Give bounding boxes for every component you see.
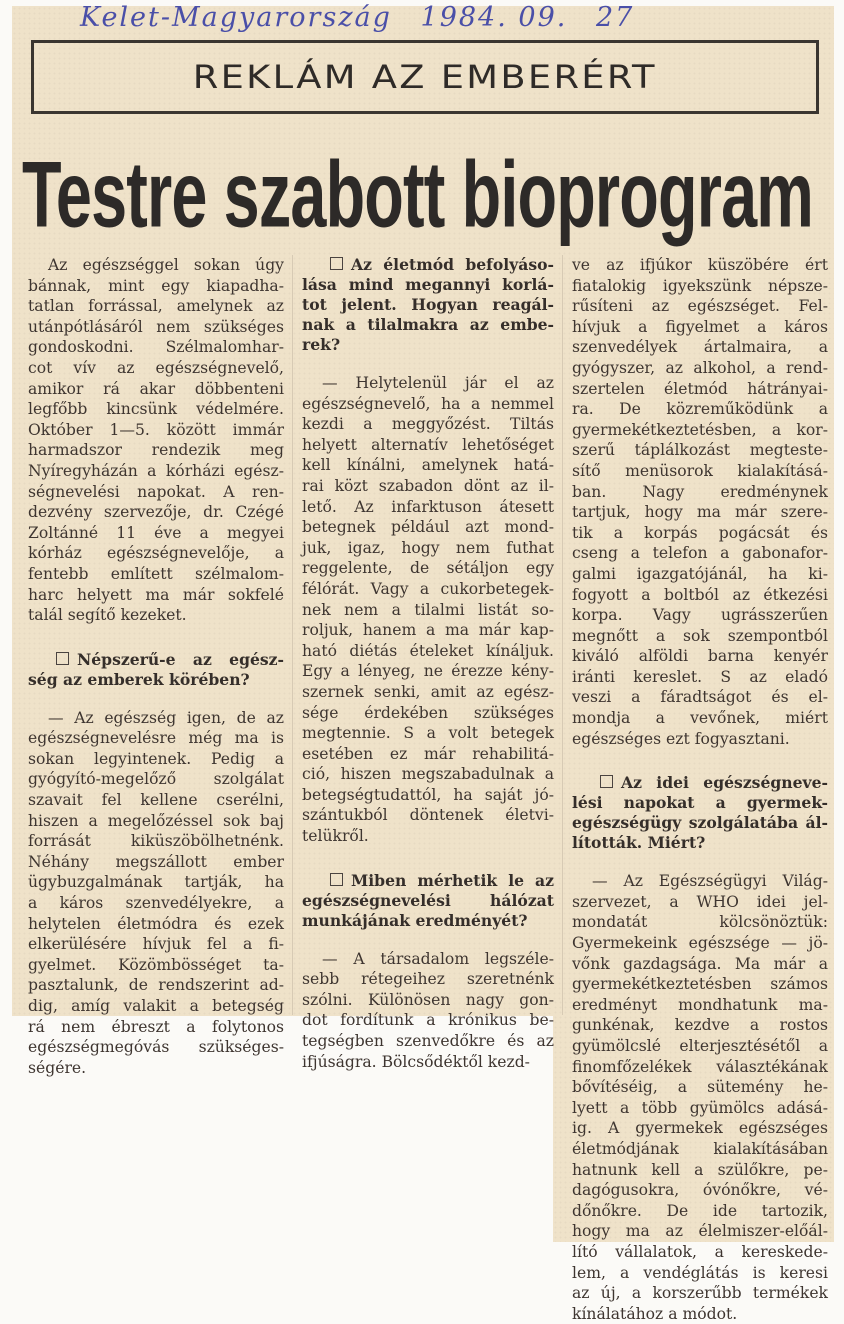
article-column-3 [572, 255, 828, 1324]
paragraph-gap [302, 355, 554, 373]
column-rule [292, 255, 293, 1015]
text-line: kell kínálni, amelynek hatá- [302, 456, 554, 475]
text-line: cseng a telefon a gabonafor- [572, 544, 828, 563]
text-line: tik a korpás pogácsát és [572, 523, 828, 542]
text-line: fiatalokig igyekszünk népsze- [572, 276, 828, 295]
question-text: Az idei egészségneve- [621, 773, 828, 793]
text-line: egészséges ezt fogyasztani. [572, 729, 790, 748]
interview-question [28, 650, 284, 690]
text-line: gyógyszer, az alkohol, a rend- [572, 358, 828, 377]
question-box-icon [600, 775, 613, 788]
text-line: reggelente, de sétáljon egy [302, 559, 554, 578]
text-line: Gyermekeink egészsége — jö- [572, 934, 828, 953]
text-line: szenvedélyek ártalmaira, a [572, 338, 828, 357]
text-line: nak a tilalmakra az embe- [302, 315, 554, 334]
text-line: megtennie. S a volt betegek [302, 724, 554, 743]
text-line: esetében ez már rehabilitá- [302, 744, 554, 763]
text-line: elkerülésére hívjuk fel a fi- [28, 935, 284, 954]
text-line: munkájának eredményét? [302, 910, 528, 930]
paragraph-gap [572, 749, 828, 773]
text-line: sebb rétegeihez szeretnénk [302, 970, 554, 989]
text-line: rek? [302, 335, 341, 354]
text-line: kezdi a meggyőzést. Tiltás [302, 415, 554, 434]
paragraph-gap [28, 690, 284, 708]
text-line: dezvény szervezője, dr. Czégé [28, 503, 284, 522]
text-line: mondja a vevőnek, miért [572, 709, 828, 728]
text-line: betegségtudattól, ha saját jó- [302, 785, 554, 804]
article-paragraph [302, 949, 554, 1073]
text-line: ció, hiszen megszabadulnak a [302, 765, 554, 784]
text-line: — Az Egészségügyi Világ- [592, 872, 828, 891]
question-box-icon [56, 652, 69, 665]
text-line: betegnek például azt mond- [302, 518, 554, 537]
text-line: hatnunk kell a szülőkre, pe- [572, 1160, 828, 1179]
text-line: nek nem a tilalmi listát so- [302, 600, 554, 619]
article-paragraph [302, 373, 554, 847]
text-line: ve az ifjúkor küszöbére ért [572, 256, 828, 274]
text-line: harmadszor rendezik meg [28, 441, 284, 460]
text-line: harc helyett ma már sokfelé [28, 585, 284, 604]
handwritten-date: 1984. 09. [420, 2, 568, 33]
text-line: hiszen a megelőzéssel sok baj [28, 811, 284, 830]
text-line: gondoskodni. Szélmalomhar- [28, 338, 284, 357]
interview-question [302, 255, 554, 355]
text-line: pasztalunk, de rendszerint ad- [28, 976, 284, 995]
text-line: az új, a korszerűbb termékek [572, 1284, 828, 1303]
interview-question [572, 773, 828, 853]
text-line: szernek senki, amit az egész- [302, 682, 554, 701]
text-line: ügybuzgalmának tartják, ha [28, 873, 284, 892]
text-line: gyógyító-megelőző szolgálat [28, 770, 284, 789]
text-line: lető. Az infarktuson átesett [302, 497, 554, 516]
text-line [572, 773, 828, 793]
text-line: Egy a lényeg, ne érezze kény- [302, 662, 554, 681]
text-line: dig, amíg valakit a betegség [28, 997, 284, 1015]
text-line [28, 650, 284, 670]
text-line: eredményt mondhatunk ma- [572, 995, 828, 1014]
text-line: lési napokat a gyermek- [572, 793, 828, 813]
text-line: egészségnevelésre még ma is [28, 729, 284, 748]
question-text: Az életmód befolyáso- [351, 255, 554, 274]
text-line: cot vív az egészségnevelő, [28, 358, 284, 377]
text-line: rá nem ébreszt a folytonos [28, 1017, 284, 1036]
article-paragraph [572, 255, 828, 749]
text-line: — A társadalom legszéle- [322, 949, 554, 968]
text-line: gyermekétkeztetésben, a kor- [572, 420, 828, 439]
text-line: lító vállalatok, a kereskede- [572, 1242, 828, 1261]
text-line: szervezet, a WHO idei jel- [572, 892, 828, 911]
text-line: Október 1—5. között immár [28, 420, 284, 439]
text-line: Zoltánné 11 éve a megyei [28, 523, 284, 542]
text-line: gyelmet. Közömbösséget ta- [28, 955, 284, 974]
paragraph-gap [302, 931, 554, 949]
question-box-icon [330, 257, 343, 270]
text-line: korpa. Vagy ugrásszerűen [572, 606, 828, 625]
text-line: hívjuk a figyelmet a káros [572, 317, 828, 336]
text-line: Néhány megszállott ember [28, 852, 284, 871]
text-line: Nyíregyházán a kórházi egész- [28, 461, 284, 480]
text-line: kínálatához a módot. [572, 1304, 738, 1323]
text-line: rai közt szabadon dönt az il- [302, 476, 554, 495]
text-line: ható diétás ételeket kínáljuk. [302, 641, 554, 660]
text-line: utánpótlásáról nem szükséges [28, 317, 284, 336]
text-line: tegségben szenvedőkre és az [302, 1032, 554, 1051]
text-line: ségnevelési napokat. A ren- [28, 482, 284, 501]
article-paragraph [28, 708, 284, 1079]
text-line: vőnk gazdagsága. Ma már a [572, 954, 828, 973]
text-line: forrását kiküszöbölhetnénk. [28, 832, 284, 851]
text-line: tartjuk, hogy ma már szere- [572, 503, 828, 522]
text-line: lása mind megannyi korlá- [302, 275, 554, 294]
text-line: sítő menüsorok kialakításá- [572, 461, 828, 480]
text-line: tot jelent. Hogyan reagál- [302, 295, 554, 314]
text-line: szertelen életmód hátrányai- [572, 379, 828, 398]
article-paragraph [28, 255, 284, 626]
handwritten-source: Kelet-Magyarország [80, 2, 392, 33]
text-line: ség az emberek körében? [28, 669, 250, 689]
text-line: finomfőzelékek választékának [572, 1057, 828, 1076]
section-kicker-box [31, 40, 819, 114]
text-line: juk, igaz, hogy nem futhat [302, 538, 554, 557]
article-column-2 [302, 255, 554, 1072]
paragraph-gap [302, 847, 554, 871]
text-line: életmódjának kialakításában [572, 1139, 828, 1158]
handwritten-source-note [80, 2, 640, 42]
text-line: Az egészséggel sokan úgy [48, 256, 284, 274]
text-line: ig. A gyermekek egészséges [572, 1119, 828, 1138]
paragraph-gap [572, 853, 828, 871]
text-line: gyermekétkeztetésben számos [572, 975, 828, 994]
text-line: szólni. Különösen nagy gon- [302, 990, 554, 1009]
text-line: egészségügy szolgálatába ál- [572, 813, 828, 833]
column-rule [562, 255, 563, 1015]
text-line: iránti kereslet. S az eladó [572, 667, 828, 686]
text-line: amikor rá akar döbbenteni [28, 379, 284, 398]
text-line: helytelen életmódra és ezek [28, 914, 284, 933]
text-line: telükről. [302, 827, 369, 846]
text-line: sége érdekében szükséges [302, 703, 554, 722]
text-line: legfőbb kincsünk védelmére. [28, 400, 284, 419]
text-line: bánnak, mint egy kiapadha- [28, 276, 284, 295]
text-line: dőnőkre. De ide tartozik, [572, 1201, 828, 1220]
text-line: tatlan forrással, amelynek az [28, 297, 284, 316]
text-line: ségére. [28, 1058, 87, 1077]
text-line: rűsíteni az egészséget. Fel- [572, 297, 828, 316]
text-line: a káros szenvedélyekre, a [28, 894, 284, 913]
text-line: lem, a vendéglátás is keresi [572, 1263, 828, 1282]
paragraph-gap [28, 626, 284, 650]
article-headline: Testre szabott bioprogram [22, 141, 814, 247]
text-line: helyett alternatív lehetőséget [302, 435, 554, 454]
text-line: — Helytelenül jár el az [322, 374, 554, 392]
text-line: megnőtt a sok szempontból [572, 626, 828, 645]
text-line: gyümölcslé elterjesztésétől a [572, 1037, 828, 1055]
text-line: sokan legyintenek. Pedig a [28, 749, 284, 768]
interview-question [302, 871, 554, 931]
text-line: mondatát kölcsönöztük: [572, 913, 828, 932]
text-line: gunkénak, kezdve a rostos [572, 1016, 828, 1035]
text-line: szántukból döntenek életvi- [302, 806, 554, 825]
text-line [302, 255, 554, 275]
question-text: Miben mérhetik le az [351, 870, 554, 890]
text-line: hogy ma az élelmiszer-előál- [572, 1222, 828, 1241]
text-line: szerű táplálkozást megteste- [572, 441, 828, 460]
text-line [302, 871, 554, 891]
handwritten-day: 27 [595, 2, 635, 33]
text-line: bővítéséig, a sütemény he- [572, 1078, 828, 1097]
text-line: ra. De közreműködünk a [572, 400, 828, 419]
text-line: veszi a fáradtságot és el- [572, 688, 828, 707]
question-box-icon [330, 873, 343, 886]
text-line: fentebb említett szélmalom- [28, 564, 284, 583]
text-line: dot fordítunk a krónikus be- [302, 1011, 554, 1030]
text-line: egészségmegóvás szükséges- [28, 1038, 284, 1057]
text-line: fogyott a boltból az étkezési [572, 585, 828, 604]
text-line: ifjúságra. Bölcsődéktől kezd- [302, 1052, 530, 1071]
text-line: ban. Nagy eredménynek [572, 482, 828, 501]
text-line: dagógusokra, óvónőkre, vé- [572, 1181, 828, 1200]
text-line: félórát. Vagy a cukorbetegek- [302, 579, 554, 598]
section-kicker: REKLÁM AZ EMBERÉRT [192, 58, 658, 96]
text-line: kórház egészségnevelője, a [28, 544, 284, 563]
article-paragraph [572, 871, 828, 1324]
text-line: galmi igazgatójánál, ha ki- [572, 564, 828, 583]
text-line: roljuk, hanem a ma már kap- [302, 621, 554, 640]
text-line: kiváló alföldi barna kenyér [572, 647, 828, 666]
text-line: talál segítő kezeket. [28, 606, 187, 625]
text-line: egészségnevelési hálózat [302, 890, 554, 910]
text-line: szavait fel kellene cserélni, [28, 791, 284, 810]
text-line: lyett a több gyümölcs adásá- [572, 1098, 828, 1117]
question-text: Népszerű-e az egész- [77, 649, 284, 669]
text-line: — Az egészség igen, de az [48, 708, 284, 727]
text-line: lították. Miért? [572, 833, 706, 853]
article-column-1 [28, 255, 284, 1078]
text-line: egészségnevelő, ha a nemmel [302, 394, 554, 413]
